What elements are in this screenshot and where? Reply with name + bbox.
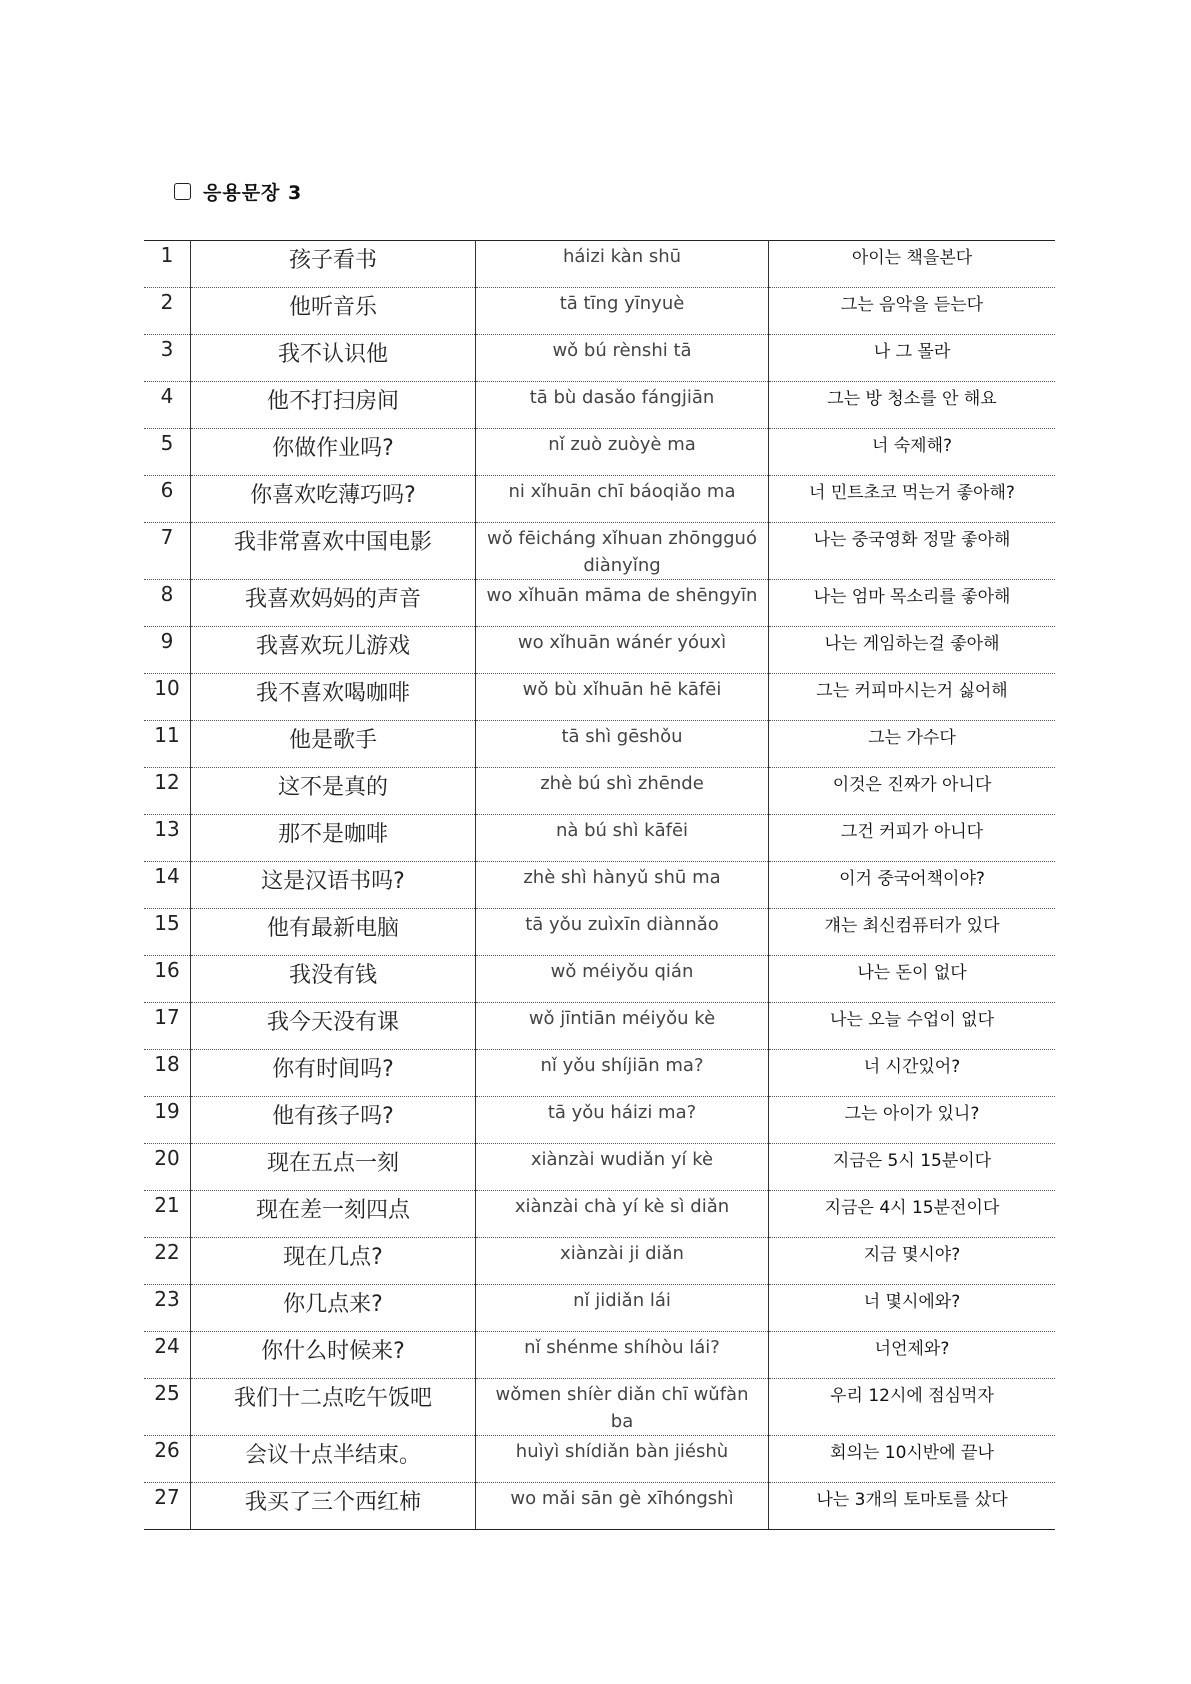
korean-translation: 나는 중국영화 정말 좋아해 [769, 523, 1056, 580]
korean-translation: 너언제와? [769, 1332, 1056, 1379]
korean-translation: 우리 12시에 점심먹자 [769, 1379, 1056, 1436]
table-row [144, 288, 1055, 335]
chinese-sentence: 现在几点? [191, 1238, 476, 1285]
table-row [144, 627, 1055, 674]
section-heading [174, 178, 302, 205]
pinyin-text: huìyì shídiǎn bàn jiéshù [476, 1436, 769, 1483]
korean-translation: 그는 음악을 듣는다 [769, 288, 1056, 335]
table-row [144, 429, 1055, 476]
chinese-sentence: 我不认识他 [191, 335, 476, 382]
pinyin-text: xiànzài chà yí kè sì diǎn [476, 1191, 769, 1238]
table-row [144, 1332, 1055, 1379]
pinyin-text: tā tīng yīnyuè [476, 288, 769, 335]
table-row [144, 1238, 1055, 1285]
chinese-sentence: 我没有钱 [191, 956, 476, 1003]
chinese-sentence: 我喜欢妈妈的声音 [191, 580, 476, 627]
pinyin-text: tā yǒu háizi ma? [476, 1097, 769, 1144]
chinese-sentence: 他不打扫房间 [191, 382, 476, 429]
row-number: 20 [144, 1144, 191, 1191]
table-row [144, 1285, 1055, 1332]
pinyin-text: wǒ bù xǐhuān hē kāfēi [476, 674, 769, 721]
chinese-sentence: 会议十点半结束。 [191, 1436, 476, 1483]
chinese-sentence: 他是歌手 [191, 721, 476, 768]
pinyin-text: tā shì gēshǒu [476, 721, 769, 768]
korean-translation: 그는 가수다 [769, 721, 1056, 768]
row-number: 10 [144, 674, 191, 721]
table-row [144, 956, 1055, 1003]
korean-translation: 나 그 몰라 [769, 335, 1056, 382]
korean-translation: 이거 중국어책이야? [769, 862, 1056, 909]
pinyin-text: wǒ bú rènshi tā [476, 335, 769, 382]
chinese-sentence: 你做作业吗? [191, 429, 476, 476]
table-row [144, 580, 1055, 627]
korean-translation: 지금은 5시 15분이다 [769, 1144, 1056, 1191]
korean-translation: 너 시간있어? [769, 1050, 1056, 1097]
chinese-sentence: 这不是真的 [191, 768, 476, 815]
row-number: 8 [144, 580, 191, 627]
table-row [144, 1050, 1055, 1097]
table-row [144, 1379, 1055, 1436]
korean-translation: 너 몇시에와? [769, 1285, 1056, 1332]
row-number: 6 [144, 476, 191, 523]
row-number: 2 [144, 288, 191, 335]
korean-translation: 회의는 10시반에 끝나 [769, 1436, 1056, 1483]
pinyin-text: zhè bú shì zhēnde [476, 768, 769, 815]
row-number: 25 [144, 1379, 191, 1436]
sentence-table [144, 240, 1055, 1530]
pinyin-text: wo xǐhuān wánér yóuxì [476, 627, 769, 674]
chinese-sentence: 我喜欢玩儿游戏 [191, 627, 476, 674]
pinyin-text: wo xǐhuān māma de shēngyīn [476, 580, 769, 627]
chinese-sentence: 你什么时候来? [191, 1332, 476, 1379]
pinyin-text: wǒ jīntiān méiyǒu kè [476, 1003, 769, 1050]
row-number: 9 [144, 627, 191, 674]
pinyin-text: xiànzài wudiǎn yí kè [476, 1144, 769, 1191]
table-row [144, 768, 1055, 815]
table-row [144, 909, 1055, 956]
pinyin-text: zhè shì hànyǔ shū ma [476, 862, 769, 909]
pinyin-text: xiànzài ji diǎn [476, 1238, 769, 1285]
row-number: 5 [144, 429, 191, 476]
chinese-sentence: 现在差一刻四点 [191, 1191, 476, 1238]
row-number: 24 [144, 1332, 191, 1379]
chinese-sentence: 我们十二点吃午饭吧 [191, 1379, 476, 1436]
table-row [144, 1191, 1055, 1238]
chinese-sentence: 他听音乐 [191, 288, 476, 335]
korean-translation: 나는 3개의 토마토를 샀다 [769, 1483, 1056, 1530]
chinese-sentence: 我非常喜欢中国电影 [191, 523, 476, 580]
korean-translation: 나는 게임하는걸 좋아해 [769, 627, 1056, 674]
row-number: 19 [144, 1097, 191, 1144]
row-number: 26 [144, 1436, 191, 1483]
pinyin-text: wo mǎi sān gè xīhóngshì [476, 1483, 769, 1530]
table-row [144, 1436, 1055, 1483]
chinese-sentence: 我不喜欢喝咖啡 [191, 674, 476, 721]
pinyin-text: wǒ fēicháng xǐhuan zhōngguó diànyǐng [476, 523, 769, 580]
chinese-sentence: 你几点来? [191, 1285, 476, 1332]
empty-checkbox-icon [174, 183, 191, 200]
korean-translation: 그건 커피가 아니다 [769, 815, 1056, 862]
korean-translation: 너 숙제해? [769, 429, 1056, 476]
korean-translation: 아이는 책을본다 [769, 241, 1056, 288]
row-number: 4 [144, 382, 191, 429]
pinyin-text: wǒ méiyǒu qián [476, 956, 769, 1003]
pinyin-text: tā yǒu zuìxīn diànnǎo [476, 909, 769, 956]
row-number: 23 [144, 1285, 191, 1332]
korean-translation: 나는 오늘 수업이 없다 [769, 1003, 1056, 1050]
chinese-sentence: 现在五点一刻 [191, 1144, 476, 1191]
row-number: 15 [144, 909, 191, 956]
pinyin-text: nǐ yǒu shíjiān ma? [476, 1050, 769, 1097]
pinyin-text: tā bù dasǎo fángjiān [476, 382, 769, 429]
pinyin-text: wǒmen shíèr diǎn chī wǔfàn ba [476, 1379, 769, 1436]
row-number: 7 [144, 523, 191, 580]
row-number: 11 [144, 721, 191, 768]
chinese-sentence: 他有孩子吗? [191, 1097, 476, 1144]
korean-translation: 너 민트초코 먹는거 좋아해? [769, 476, 1056, 523]
korean-translation: 지금 몇시야? [769, 1238, 1056, 1285]
row-number: 13 [144, 815, 191, 862]
korean-translation: 나는 돈이 없다 [769, 956, 1056, 1003]
chinese-sentence: 你喜欢吃薄巧吗? [191, 476, 476, 523]
table-row [144, 1003, 1055, 1050]
row-number: 21 [144, 1191, 191, 1238]
chinese-sentence: 我今天没有课 [191, 1003, 476, 1050]
korean-translation: 지금은 4시 15분전이다 [769, 1191, 1056, 1238]
row-number: 18 [144, 1050, 191, 1097]
section-title: 응용문장 3 [203, 182, 303, 204]
table-row [144, 862, 1055, 909]
pinyin-text: nà bú shì kāfēi [476, 815, 769, 862]
row-number: 1 [144, 241, 191, 288]
pinyin-text: nǐ zuò zuòyè ma [476, 429, 769, 476]
table-row [144, 523, 1055, 580]
korean-translation: 걔는 최신컴퓨터가 있다 [769, 909, 1056, 956]
korean-translation: 나는 엄마 목소리를 좋아해 [769, 580, 1056, 627]
korean-translation: 그는 방 청소를 안 해요 [769, 382, 1056, 429]
korean-translation: 그는 아이가 있니? [769, 1097, 1056, 1144]
korean-translation: 그는 커피마시는거 싫어해 [769, 674, 1056, 721]
table-row [144, 382, 1055, 429]
korean-translation: 이것은 진짜가 아니다 [769, 768, 1056, 815]
table-row [144, 241, 1055, 288]
table-row [144, 674, 1055, 721]
pinyin-text: nǐ shénme shíhòu lái? [476, 1332, 769, 1379]
pinyin-text: nǐ jidiǎn lái [476, 1285, 769, 1332]
table-row [144, 1097, 1055, 1144]
chinese-sentence: 那不是咖啡 [191, 815, 476, 862]
chinese-sentence: 你有时间吗? [191, 1050, 476, 1097]
row-number: 12 [144, 768, 191, 815]
sentence-table-body [144, 241, 1055, 1530]
chinese-sentence: 这是汉语书吗? [191, 862, 476, 909]
pinyin-text: háizi kàn shū [476, 241, 769, 288]
row-number: 17 [144, 1003, 191, 1050]
table-row [144, 476, 1055, 523]
table-row [144, 721, 1055, 768]
chinese-sentence: 孩子看书 [191, 241, 476, 288]
table-row [144, 1144, 1055, 1191]
chinese-sentence: 他有最新电脑 [191, 909, 476, 956]
row-number: 3 [144, 335, 191, 382]
pinyin-text: ni xǐhuān chī báoqiǎo ma [476, 476, 769, 523]
table-row [144, 815, 1055, 862]
row-number: 22 [144, 1238, 191, 1285]
row-number: 16 [144, 956, 191, 1003]
row-number: 14 [144, 862, 191, 909]
table-row [144, 1483, 1055, 1530]
row-number: 27 [144, 1483, 191, 1530]
table-row [144, 335, 1055, 382]
chinese-sentence: 我买了三个西红柿 [191, 1483, 476, 1530]
